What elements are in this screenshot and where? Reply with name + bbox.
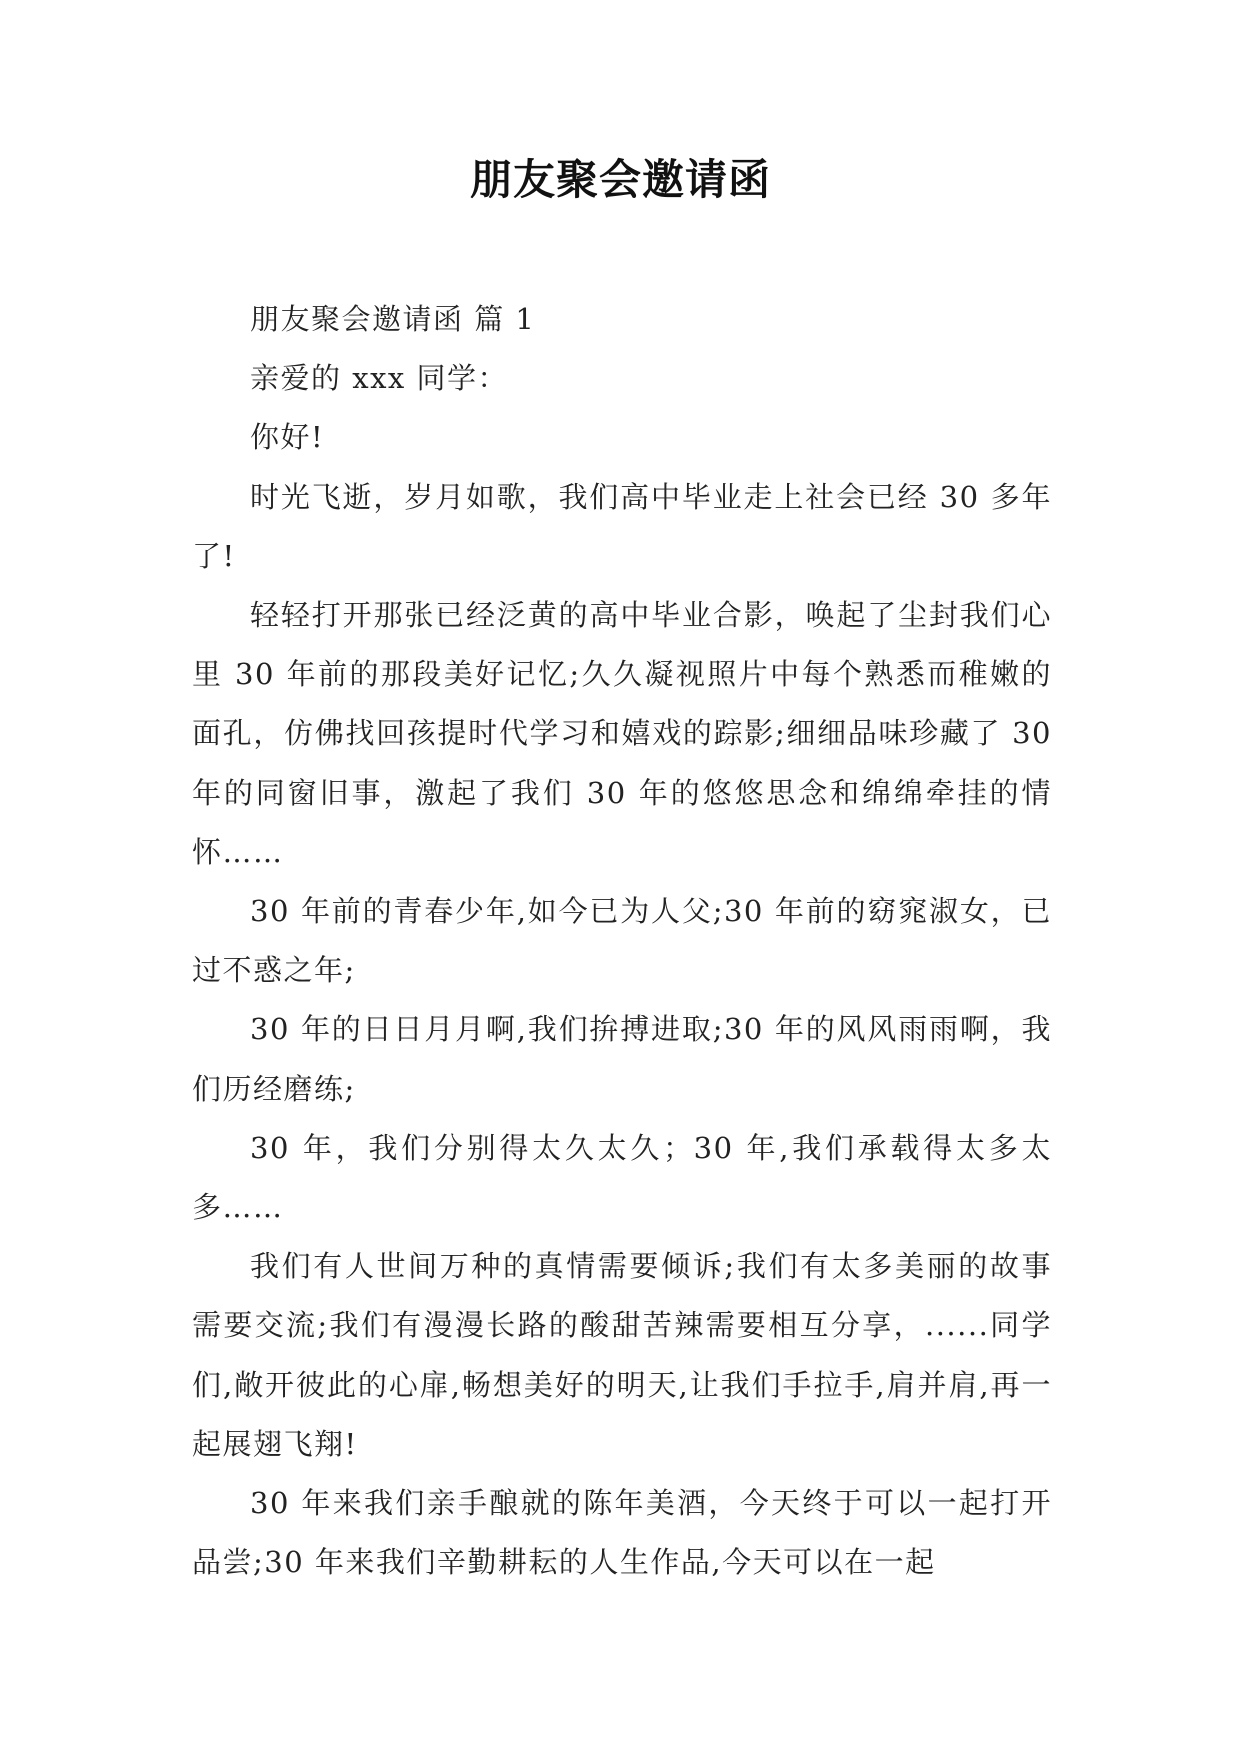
paragraph: 30 年来我们亲手酿就的陈年美酒，今天终于可以一起打开品尝;30 年来我们辛勤耕耘的人生作品,今天可以在一起 [192, 1486, 1052, 1580]
paragraph: 我们有人世间万种的真情需要倾诉;我们有太多美丽的故事需要交流;我们有漫漫长路的酸甜苦辣需要相互分享，......同学们,敞开彼此的心扉,畅想美好的明天,让我们手拉手,肩并肩,再一起展翅飞翔! [192, 1249, 1052, 1461]
paragraph: 轻轻打开那张已经泛黄的高中毕业合影，唤起了尘封我们心里 30 年前的那段美好记忆;久久凝视照片中每个熟悉而稚嫩的面孔，仿佛找回孩提时代学习和嬉戏的踪影;细细品味珍藏了 30 年的同窗旧事，激起了我们 30 年的悠悠思念和绵绵牵挂的情怀…… [192, 598, 1052, 869]
paragraph: 30 年前的青春少年,如今已为人父;30 年前的窈窕淑女，已过不惑之年; [192, 894, 1052, 988]
paragraph: 30 年的日日月月啊,我们拚搏进取;30 年的风风雨雨啊，我们历经磨练; [192, 1012, 1052, 1106]
section-heading: 朋友聚会邀请函 篇 1 [250, 302, 536, 336]
greeting: 你好! [250, 420, 325, 455]
paragraph: 时光飞逝，岁月如歌，我们高中毕业走上社会已经 30 多年了! [192, 479, 1052, 573]
paragraph: 30 年，我们分别得太久太久；30 年,我们承载得太多太多…… [192, 1130, 1052, 1225]
document-title: 朋友聚会邀请函 [469, 155, 771, 204]
salutation: 亲爱的 xxx 同学： [250, 361, 509, 396]
document-body [192, 290, 1052, 1592]
